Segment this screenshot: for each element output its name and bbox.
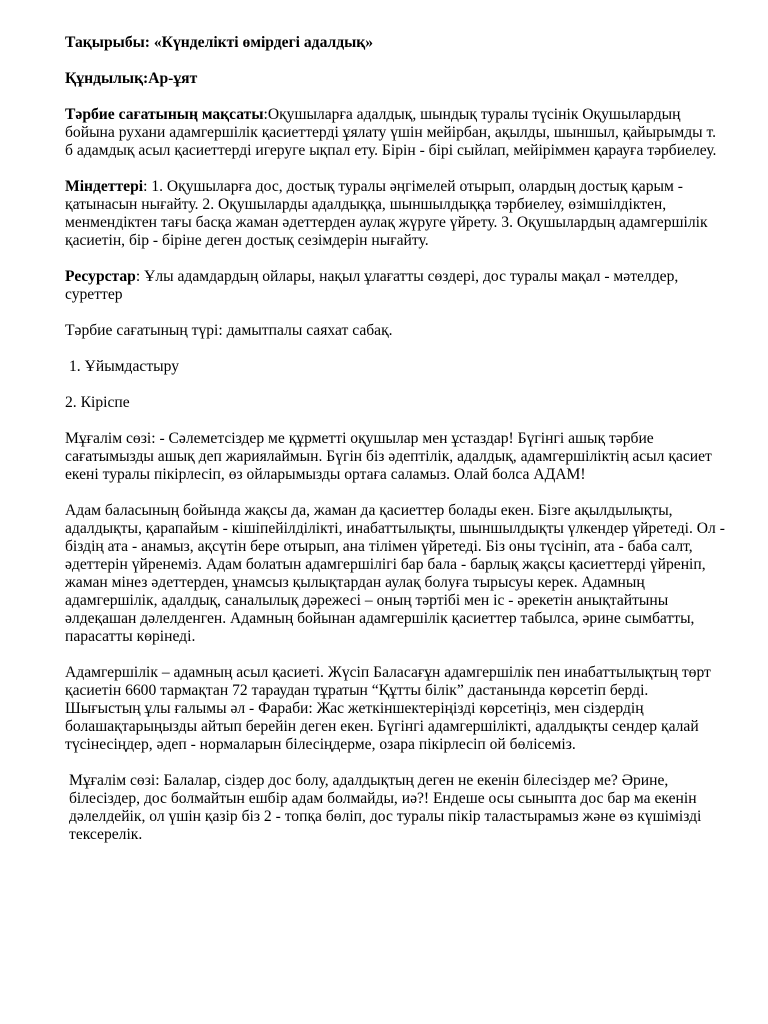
goal-paragraph [65,106,725,160]
resources-label: Ресурстар [65,268,136,285]
tasks-paragraph [65,178,725,250]
human-qualities-paragraph: Адам баласының бойында жақсы да, жаман да қасиеттер болады екен. Бізге ақылдылықты, адалдықты, қарапайым - кішіпейілділікті, инабаттылықты, шыншылдықты үлкендер үйретеді. Ол - біздің ата - анамыз, ақсүтін бере отырып, ана тілімен үйретеді. Біз оны түсініп, ата - баба салт, әдеттерін үйренеміз. Адам болатын адамгершілігі бар бала - барлық жақсы қасиеттерді үйреніп, жаман мінез әдеттерден, ұнамсыз қылықтардан аулақ болуға тырысуы керек. Адамның адамгершілік, адалдық, саналылық дәрежесі – оның тәртібі мен іс - әрекетін анықтайтыны әлдеқашан дәлелденген. Адамның бойынан адамгершілік қасиеттер табылса, әрине сымбатты, парасатты көрінеді. [65,502,725,645]
value-line [65,70,725,88]
value-label: Құндылық:Ар-ұят [65,70,198,87]
tasks-label: Міндеттері [65,178,144,195]
goal-text: :Оқушыларға адалдық, шындық туралы түсінік Оқушылардың бойына рухани адамгершілік қасиеттерді ұялату үшін мейірбан, ақылды, шыншыл, қайырымды т. б адамдық асыл қасиеттерді игеруге ықпал ету. Бірін - бірі сыйлап, мейіріммен қарауға тәрбиелеу. [65,106,717,159]
topic-title: : «Күнделікті өмірдегі адалдық» [144,34,374,51]
humanity-paragraph: Адамгершілік – адамның асыл қасиеті. Жүсіп Баласағұн адамгершілік пен инабаттылықтың төрт қасиетін 6600 тармақтан 72 тараудан тұратын “Құтты білік” дастанында көрсетіп берді. Шығыстың ұлы ғалымы әл - Фараби: Жас жеткіншектеріңізді көрсетіңіз, мен сіздердің болашақтарыңызды айтып берейін деген екен. Бүгінгі адамгершілікті, адалдықты сендер қалай түсінесіңдер, әдеп - нормаларын білесіңдерме, озара пікірлесіп ой бөлісеміз. [65,664,711,753]
resources-text: : Ұлы адамдардың ойлары, нақыл ұлағатты сөздері, дос туралы мақал - мәтелдер, суреттер [65,268,679,303]
topic-line [65,34,725,52]
document-page [65,34,725,862]
lesson-type-line: Тәрбие сағатының түрі: дамытпалы саяхат сабақ. [65,322,393,339]
step-organization: 1. Ұйымдастыру [69,358,180,375]
tasks-text: : 1. Оқушыларға дос, достық туралы әңгімелей отырып, олардың достық қарым - қатынасын нығайту. 2. Оқушыларды адалдыққа, шыншылдыққа тәрбиелеу, өзімшілдіктен, менмендіктен тағы басқа жаман әдеттерден аулақ жүруге үйрету. 3. Оқушылардың адамгершілік қасиетін, бір - біріне деген достық сезімдерін нығайту. [65,178,708,249]
step-introduction: 2. Кіріспе [65,394,130,411]
resources-paragraph [65,268,725,304]
teacher-question-paragraph: Мұғалім сөзі: Балалар, сіздер дос болу, адалдықтың деген не екенін білесіздер ме? Әрине, білесіздер, дос болмайтын ешбір адам болмайды, иә?! Ендеше осы сыныпта дос бар ма екенін дәлелдейік, ол үшін қазір біз 2 - топқа бөліп, дос туралы пікір таластырамыз және өз күшімізді тексерелік. [69,772,702,843]
topic-label: Тақырыбы [65,34,145,51]
goal-label: Тәрбие сағатының мақсаты [65,106,264,123]
teacher-speech-paragraph: Мұғалім сөзі: - Сәлеметсіздер ме құрметті оқушылар мен ұстаздар! Бүгінгі ашық тәрбие сағатымызды ашық деп жариялаймын. Бүгін біз әдептілік, адалдық, адамгершіліктің асыл қасиет екені туралы пікірлесіп, өз ойларымызды ортаға саламыз. Олай болса АДАМ! [65,430,712,483]
